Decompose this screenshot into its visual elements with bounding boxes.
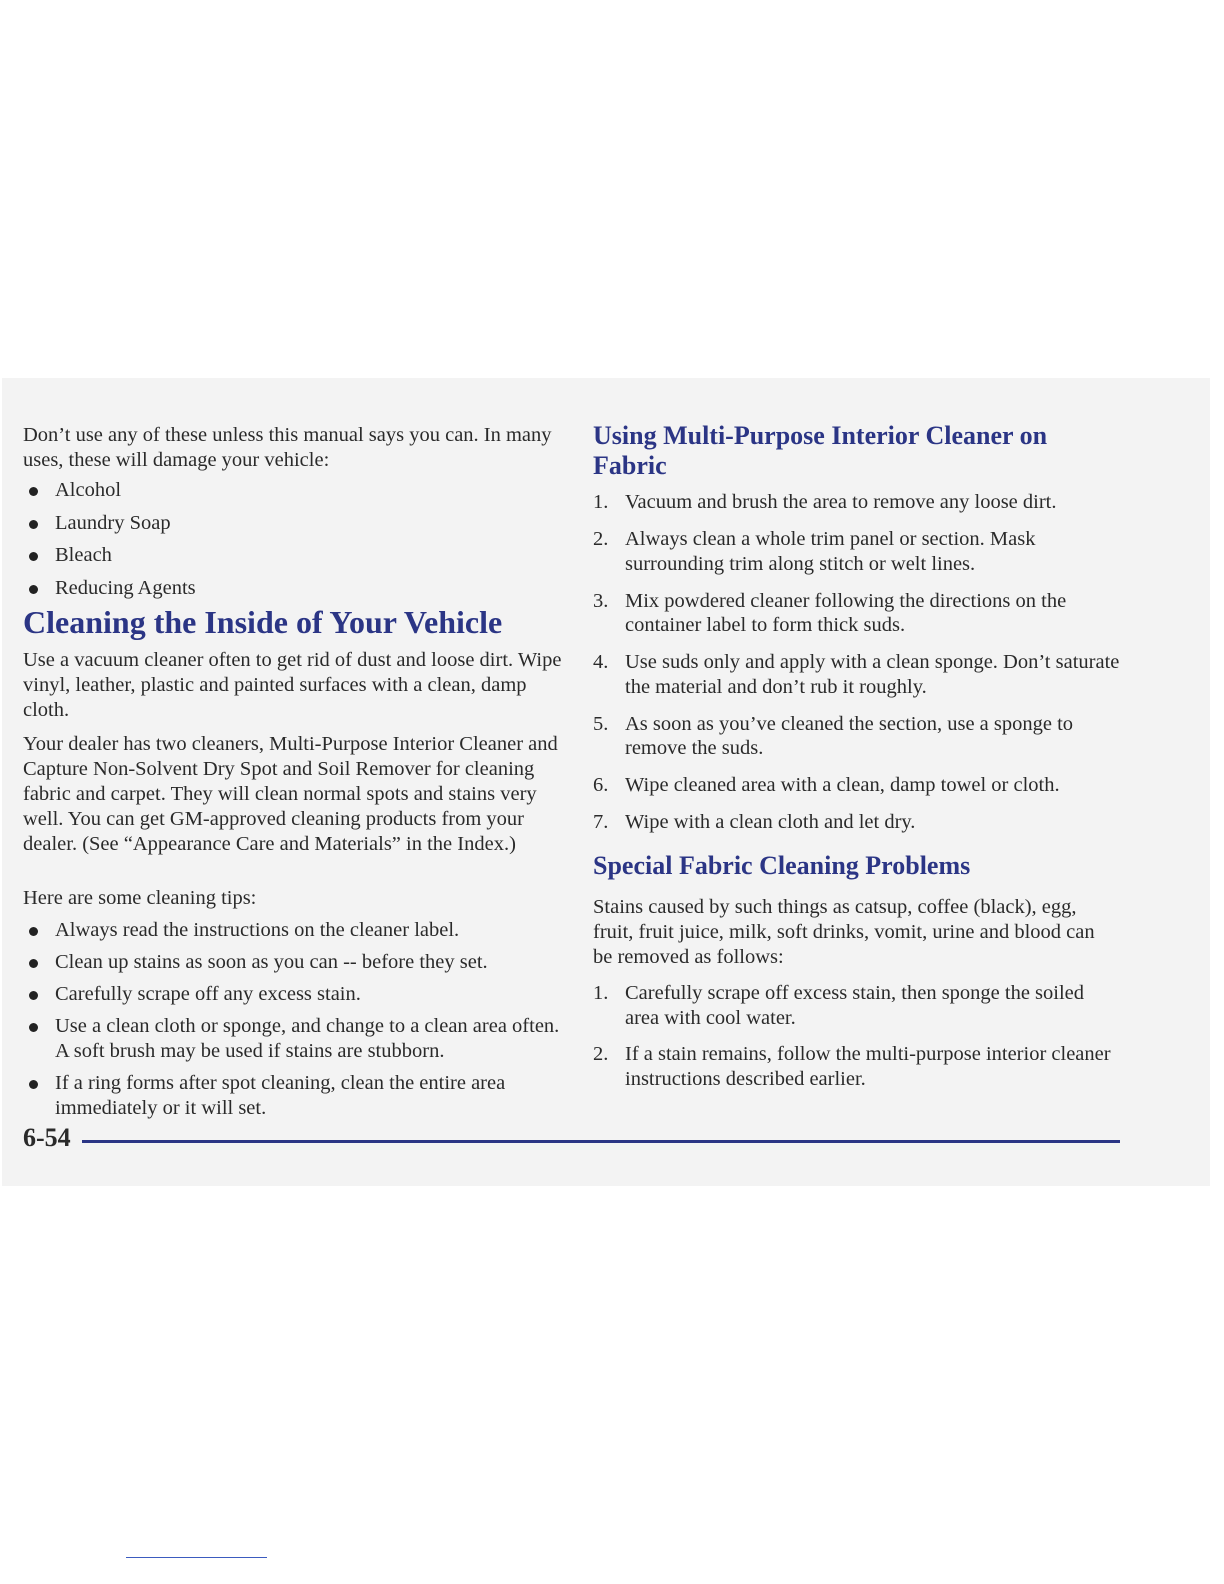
list-item: Alcohol xyxy=(23,478,196,503)
list-item: 1. Carefully scrape off excess stain, then sponge the soiled area with cool water. xyxy=(593,982,1085,1029)
list-item: Always read the instructions on the cleaner label. xyxy=(23,918,563,943)
list-item: 6. Wipe cleaned area with a clean, damp towel or cloth. xyxy=(593,774,1060,796)
footer-divider xyxy=(82,1140,1120,1143)
stain-removal-steps xyxy=(593,981,1118,1103)
dealer-cleaners-paragraph: Your dealer has two cleaners, Multi-Purpose Interior Cleaner and Capture Non-Solvent Dry Spot and Soil Remover for cleaning fabric and carpet. They will clean normal spots and stains very well. You can get GM-approved cleaning products from your dealer. (See “Appearance Care and Materials” in the Index.) xyxy=(23,733,558,855)
list-item: 7. Wipe with a clean cloth and let dry. xyxy=(593,811,916,833)
bullet-icon xyxy=(29,487,38,496)
list-item: Bleach xyxy=(23,543,196,568)
list-item: 2. If a stain remains, follow the multi-purpose interior cleaner instructions described earlier. xyxy=(593,1043,1111,1090)
bullet-icon xyxy=(29,927,38,936)
tips-intro: Here are some cleaning tips: xyxy=(23,887,257,909)
bullet-icon xyxy=(29,552,38,561)
list-item: Clean up stains as soon as you can -- before they set. xyxy=(23,950,563,975)
section-title: Cleaning the Inside of Your Vehicle xyxy=(23,604,503,640)
list-item: 2. Always clean a whole trim panel or section. Mask surrounding trim along stitch or welt lines. xyxy=(593,528,1036,575)
cleaning-tips-list xyxy=(23,918,563,1128)
list-item: Use a clean cloth or sponge, and change to a clean area often. A soft brush may be used if stains are stubborn. xyxy=(23,1014,563,1064)
page-number: 6-54 xyxy=(23,1123,71,1152)
list-item: 5. As soon as you’ve cleaned the section, use a sponge to remove the suds. xyxy=(593,712,1074,759)
bullet-icon xyxy=(29,520,38,529)
list-item: Laundry Soap xyxy=(23,511,196,536)
intro-text: Don’t use any of these unless this manual says you can. In many uses, these will damage your vehicle: xyxy=(23,424,552,471)
list-item: 3. Mix powdered cleaner following the directions on the container label to form thick suds. xyxy=(593,589,1067,636)
multi-purpose-cleaner-heading: Using Multi-Purpose Interior Cleaner on Fabric xyxy=(593,421,1048,480)
list-item: If a ring forms after spot cleaning, clean the entire area immediately or it will set. xyxy=(23,1071,563,1121)
bullet-icon xyxy=(29,959,38,968)
bullet-icon xyxy=(29,1023,38,1032)
manual-page xyxy=(2,378,1210,1186)
stains-paragraph: Stains caused by such things as catsup, coffee (black), egg, fruit, fruit juice, milk, soft drinks, vomit, urine and blood can be removed as follows: xyxy=(593,896,1095,968)
list-item: Reducing Agents xyxy=(23,576,196,601)
list-item: 1. Vacuum and brush the area to remove any loose dirt. xyxy=(593,491,1057,513)
list-item: 4. Use suds only and apply with a clean sponge. Don’t saturate the material and don’t rub it roughly. xyxy=(593,651,1120,698)
vacuum-paragraph: Use a vacuum cleaner often to get rid of dust and loose dirt. Wipe vinyl, leather, plastic and painted surfaces with a clean, damp cloth. xyxy=(23,649,562,721)
bullet-icon xyxy=(29,585,38,594)
bottom-link-underline xyxy=(126,1557,267,1558)
list-item: Carefully scrape off any excess stain. xyxy=(23,982,563,1007)
bullet-icon xyxy=(29,991,38,1000)
special-fabric-heading: Special Fabric Cleaning Problems xyxy=(593,851,971,880)
avoid-list xyxy=(23,478,196,608)
fabric-cleaning-steps xyxy=(593,490,1123,847)
bullet-icon xyxy=(29,1080,38,1089)
